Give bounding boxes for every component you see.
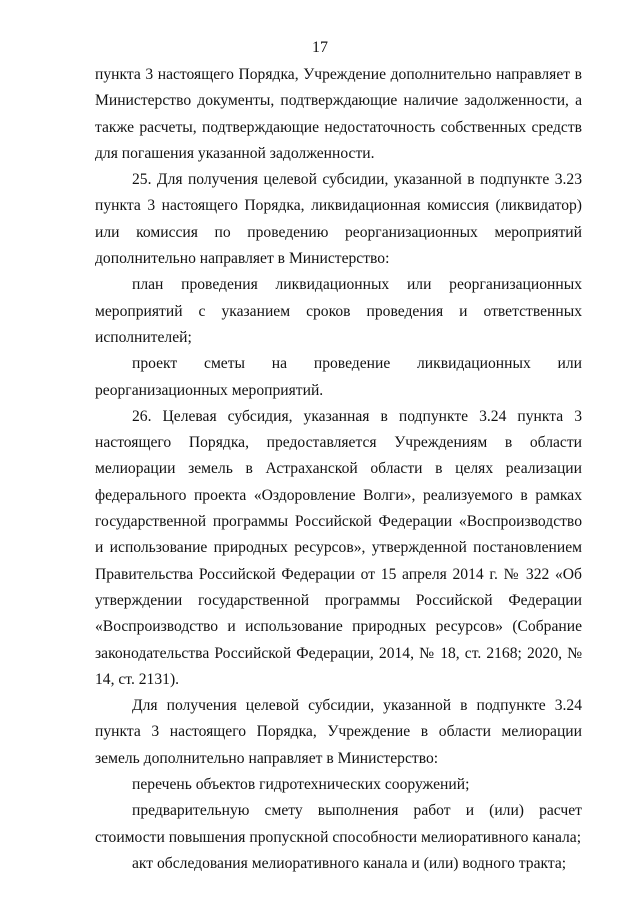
paragraph-continuation: пункта 3 настоящего Порядка, Учреждение дополнительно направляет в Министерство документы, подтверждающие наличие задолженности, а также расчеты, подтверждающие недостаточность собственных средств для погашения указанной задолженности.	[95, 66, 582, 162]
list-item-liquidation-plan: план проведения ликвидационных или реорганизационных мероприятий с указанием сроков проведения и ответственных исполнителей;	[95, 276, 582, 346]
paragraph-item-26: 26. Целевая субсидия, указанная в подпункте 3.24 пункта 3 настоящего Порядка, предоставляется Учреждениям в области мелиорации земель в Астраханской области в целях реализации федерального проекта «Оздоровление Волги», реализуемого в рамках государственной программы Российской Федерации «Воспроизводство и использование природных ресурсов», утвержденной постановлением Правительства Российской Федерации от 15 апреля 2014 г. № 322 «Об утверждении государственной программы Российской Федерации «Воспроизводство и использование природных ресурсов» (Собрание законодательства Российской Федерации, 2014, № 18, ст. 2168; 2020, № 14, ст. 2131).	[95, 407, 582, 688]
page-number: 17	[312, 39, 328, 56]
list-item-hydraulic-objects: перечень объектов гидротехнических сооружений;	[132, 776, 470, 794]
paragraph-subsidy-3-24: Для получения целевой субсидии, указанной в подпункте 3.24 пункта 3 настоящего Порядка, Учреждение в области мелиорации земель дополнительно направляет в Министерство:	[95, 697, 582, 767]
list-item-estimate-draft: проект сметы на проведение ликвидационных или реорганизационных мероприятий.	[95, 355, 582, 399]
list-item-inspection-act: акт обследования мелиоративного канала и (или) водного тракта;	[132, 854, 567, 872]
paragraph-item-25: 25. Для получения целевой субсидии, указанной в подпункте 3.23 пункта 3 настоящего Порядка, ликвидационная комиссия (ликвидатор) или комиссия по проведению реорганизационных мероприятий дополнительно направляет в Министерство:	[95, 171, 582, 268]
document-body	[95, 62, 582, 877]
list-item-preliminary-estimate: предварительную смету выполнения работ и (или) расчет стоимости повышения пропускной способности мелиоративного канала;	[95, 802, 582, 846]
